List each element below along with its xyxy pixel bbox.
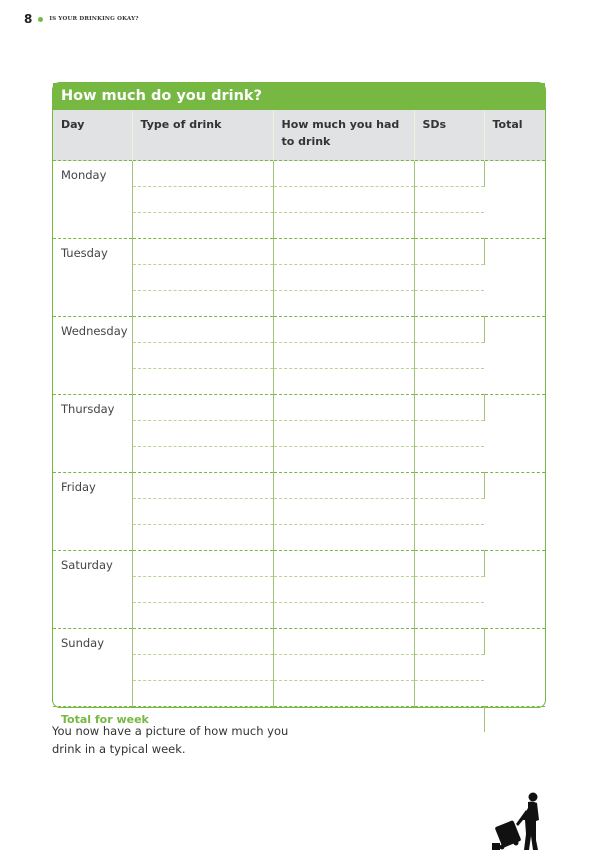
table-body bbox=[53, 161, 545, 707]
person-with-luggage-silhouette-icon bbox=[492, 790, 552, 850]
type-of-drink-cell[interactable] bbox=[132, 447, 273, 473]
amount-cell[interactable] bbox=[273, 369, 414, 395]
sds-cell[interactable] bbox=[414, 395, 484, 421]
type-of-drink-cell[interactable] bbox=[132, 369, 273, 395]
card-title: How much do you drink? bbox=[53, 83, 545, 110]
day-label: Friday bbox=[53, 473, 132, 551]
day-total-cell[interactable] bbox=[484, 395, 545, 473]
type-of-drink-cell[interactable] bbox=[132, 629, 273, 655]
day-label: Monday bbox=[53, 161, 132, 239]
type-of-drink-cell[interactable] bbox=[132, 577, 273, 603]
amount-cell[interactable] bbox=[273, 291, 414, 317]
table-row bbox=[53, 395, 545, 421]
amount-cell[interactable] bbox=[273, 343, 414, 369]
type-of-drink-cell[interactable] bbox=[132, 239, 273, 265]
running-header bbox=[24, 12, 139, 26]
day-label: Wednesday bbox=[53, 317, 132, 395]
amount-cell[interactable] bbox=[273, 499, 414, 525]
amount-cell[interactable] bbox=[273, 629, 414, 655]
type-of-drink-cell[interactable] bbox=[132, 473, 273, 499]
sds-cell[interactable] bbox=[414, 551, 484, 577]
type-of-drink-cell[interactable] bbox=[132, 421, 273, 447]
column-header-type: Type of drink bbox=[132, 110, 273, 161]
page-number: 8 bbox=[24, 12, 33, 26]
amount-cell[interactable] bbox=[273, 213, 414, 239]
total-for-week-label: Total for week bbox=[53, 707, 484, 733]
amount-cell[interactable] bbox=[273, 681, 414, 707]
type-of-drink-cell[interactable] bbox=[132, 499, 273, 525]
sds-cell[interactable] bbox=[414, 317, 484, 343]
table-row bbox=[53, 473, 545, 499]
drink-log-table bbox=[53, 110, 545, 732]
sds-cell[interactable] bbox=[414, 447, 484, 473]
sds-cell[interactable] bbox=[414, 291, 484, 317]
type-of-drink-cell[interactable] bbox=[132, 265, 273, 291]
type-of-drink-cell[interactable] bbox=[132, 681, 273, 707]
day-total-cell[interactable] bbox=[484, 629, 545, 707]
day-total-cell[interactable] bbox=[484, 473, 545, 551]
day-total-cell[interactable] bbox=[484, 239, 545, 317]
amount-cell[interactable] bbox=[273, 577, 414, 603]
type-of-drink-cell[interactable] bbox=[132, 551, 273, 577]
footnote-text: You now have a picture of how much you drink in a typical week. bbox=[52, 724, 289, 756]
sds-cell[interactable] bbox=[414, 161, 484, 187]
amount-cell[interactable] bbox=[273, 395, 414, 421]
amount-cell[interactable] bbox=[273, 551, 414, 577]
amount-cell[interactable] bbox=[273, 421, 414, 447]
type-of-drink-cell[interactable] bbox=[132, 317, 273, 343]
amount-cell[interactable] bbox=[273, 317, 414, 343]
sds-cell[interactable] bbox=[414, 499, 484, 525]
type-of-drink-cell[interactable] bbox=[132, 161, 273, 187]
amount-cell[interactable] bbox=[273, 603, 414, 629]
sds-cell[interactable] bbox=[414, 681, 484, 707]
type-of-drink-cell[interactable] bbox=[132, 187, 273, 213]
sds-cell[interactable] bbox=[414, 187, 484, 213]
sds-cell[interactable] bbox=[414, 473, 484, 499]
column-header-amount: How much you had to drink bbox=[273, 110, 414, 161]
sds-cell[interactable] bbox=[414, 655, 484, 681]
type-of-drink-cell[interactable] bbox=[132, 603, 273, 629]
day-total-cell[interactable] bbox=[484, 317, 545, 395]
sds-cell[interactable] bbox=[414, 525, 484, 551]
sds-cell[interactable] bbox=[414, 213, 484, 239]
running-title: IS YOUR DRINKING OKAY? bbox=[49, 16, 139, 22]
sds-cell[interactable] bbox=[414, 629, 484, 655]
amount-cell[interactable] bbox=[273, 239, 414, 265]
type-of-drink-cell[interactable] bbox=[132, 525, 273, 551]
sds-cell[interactable] bbox=[414, 421, 484, 447]
table-header-row bbox=[53, 110, 545, 161]
table-row bbox=[53, 629, 545, 655]
week-total-cell[interactable] bbox=[484, 707, 545, 733]
type-of-drink-cell[interactable] bbox=[132, 213, 273, 239]
sds-cell[interactable] bbox=[414, 239, 484, 265]
amount-cell[interactable] bbox=[273, 473, 414, 499]
table-row bbox=[53, 551, 545, 577]
type-of-drink-cell[interactable] bbox=[132, 291, 273, 317]
column-header-day: Day bbox=[53, 110, 132, 161]
sds-cell[interactable] bbox=[414, 603, 484, 629]
type-of-drink-cell[interactable] bbox=[132, 395, 273, 421]
day-label: Sunday bbox=[53, 629, 132, 707]
sds-cell[interactable] bbox=[414, 343, 484, 369]
amount-cell[interactable] bbox=[273, 265, 414, 291]
sds-cell[interactable] bbox=[414, 265, 484, 291]
amount-cell[interactable] bbox=[273, 161, 414, 187]
amount-cell[interactable] bbox=[273, 187, 414, 213]
column-header-sds: SDs bbox=[414, 110, 484, 161]
table-row bbox=[53, 239, 545, 265]
bullet-dot bbox=[38, 17, 43, 22]
table-row bbox=[53, 317, 545, 343]
day-label: Tuesday bbox=[53, 239, 132, 317]
day-label: Saturday bbox=[53, 551, 132, 629]
drink-log-card bbox=[52, 82, 546, 726]
type-of-drink-cell[interactable] bbox=[132, 343, 273, 369]
type-of-drink-cell[interactable] bbox=[132, 655, 273, 681]
day-label: Thursday bbox=[53, 395, 132, 473]
day-total-cell[interactable] bbox=[484, 551, 545, 629]
amount-cell[interactable] bbox=[273, 655, 414, 681]
sds-cell[interactable] bbox=[414, 577, 484, 603]
amount-cell[interactable] bbox=[273, 525, 414, 551]
table-row bbox=[53, 161, 545, 187]
column-header-total: Total bbox=[484, 110, 545, 161]
day-total-cell[interactable] bbox=[484, 161, 545, 239]
amount-cell[interactable] bbox=[273, 447, 414, 473]
sds-cell[interactable] bbox=[414, 369, 484, 395]
